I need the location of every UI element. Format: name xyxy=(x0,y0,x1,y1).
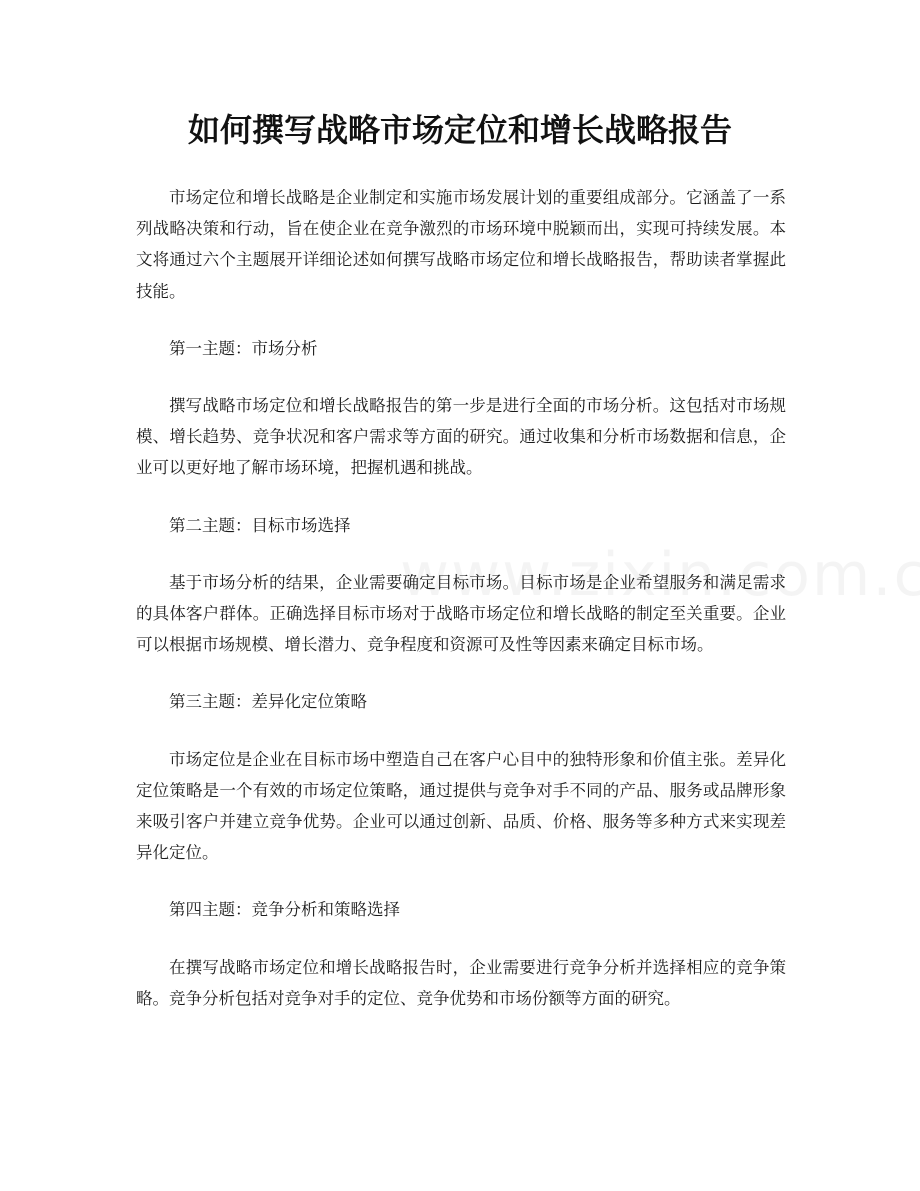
section-heading-2: 第二主题：目标市场选择 xyxy=(169,515,351,535)
page-title: 如何撰写战略市场定位和增长战略报告 xyxy=(187,111,732,149)
section-heading-4: 第四主题：竞争分析和策略选择 xyxy=(169,900,400,920)
section-paragraph-3: 市场定位是企业在目标市场中塑造自己在客户心目中的独特形象和价值主张。差异化定位策略是一个有效的市场定位策略，通过提供与竞争对手不同的产品、服务或品牌形象来吸引客户并建立竞争优势。企业可以通过创新、品质、价格、服务等多种方式来实现差异化定位。 xyxy=(136,749,786,863)
section-heading-1: 第一主题：市场分析 xyxy=(169,338,318,358)
section-paragraph-1: 撰写战略市场定位和增长战略报告的第一步是进行全面的市场分析。这包括对市场规模、增长趋势、竞争状况和客户需求等方面的研究。通过收集和分析市场数据和信息，企业可以更好地了解市场环境，把握机遇和挑战。 xyxy=(136,396,786,478)
intro-paragraph: 市场定位和增长战略是企业制定和实施市场发展计划的重要组成部分。它涵盖了一系列战略决策和行动，旨在使企业在竞争激烈的市场环境中脱颖而出，实现可持续发展。本文将通过六个主题展开详细论述如何撰写战略市场定位和增长战略报告，帮助读者掌握此技能。 xyxy=(136,188,786,301)
section-paragraph-2: 基于市场分析的结果，企业需要确定目标市场。目标市场是企业希望服务和满足需求的具体客户群体。正确选择目标市场对于战略市场定位和增长战略的制定至关重要。企业可以根据市场规模、增长潜力、竞争程度和资源可及性等因素来确定目标市场。 xyxy=(136,572,786,655)
document-body xyxy=(136,182,786,1040)
section-heading-3: 第三主题：差异化定位策略 xyxy=(169,692,367,712)
section-paragraph-4: 在撰写战略市场定位和增长战略报告时，企业需要进行竞争分析并选择相应的竞争策略。竞争分析包括对竞争对手的定位、竞争优势和市场份额等方面的研究。 xyxy=(136,957,786,1008)
